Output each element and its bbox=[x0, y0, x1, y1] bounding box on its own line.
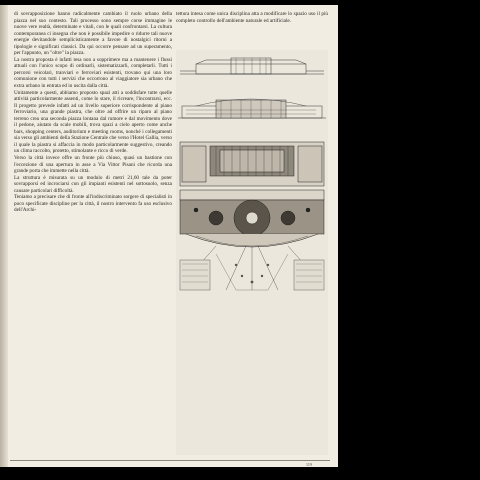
plan-drawing bbox=[176, 50, 328, 455]
paragraph: Unitamente a questi, abbiamo proposto spazi atti a soddisfare tutte quelle attività particolarmente assenti, come lo stare, il ricreare, l'incontrarsi, ecc. Il progetto prevede infatti ad un livello superiore corrispondente al piano ferroviario, una grande piastra, che oltre ad offrire un riparo al piano terreno crea una seconda piazza lontana dal rumore e dal movimento dove il pedone, aiutato da scale mobili, trova spazi a cielo aperto come anche bars, shopping centers, auditorium e meeting rooms, nonché i collegamenti sia verso gli ambienti della Stazione Centrale che verso l'Hotel Gallia, verso il quale la piastra si affaccia in modo particolarmente suggestivo, creando un clima raccolto, protetto, stimolante e ricco di verde. bbox=[14, 89, 172, 155]
left-text-column bbox=[14, 11, 172, 459]
architectural-drawing bbox=[176, 50, 328, 455]
paragraph: di sovrapposizione hanno radicalmente cambiato il ruolo urbano della piazza nel suo contesto. Tali processo sono sempre corse immagine le nuove vere realtà, determinate e vitali, con le quali confrontarsi. La cultura contemporanea ci insegna che non è possibile impedire o ridurre tali nuove energie devitandole semplicisticamente a favore di nostalgici ritorni a tipologie e significati classici. Da qui occorre pensare ad un superamento, per l'appunto, un "oltre" la piazza. bbox=[14, 11, 172, 57]
paragraph: Teniamo a precisare che di fronte all'indiscriminato sorgere di specialisti in poco specificate discipline per la città, il nostro intervento fa uso esclusivo dell'Archi- bbox=[14, 194, 172, 214]
paragraph: Verso la città invece offre un fronte più chiuso, quasi un bastione con l'eccezione di una apertura in asse a Via Vittor Pisani che ricorda una grande porta che immette nella città. bbox=[14, 155, 172, 175]
bottom-rule bbox=[10, 460, 330, 461]
page-spine bbox=[0, 5, 8, 467]
magazine-page bbox=[0, 5, 338, 467]
right-text-block: tettura intesa come unica disciplina atta a modificare lo spazio uso il più completo controllo dell'ambiente naturale ed artificiale. bbox=[176, 11, 328, 24]
page-number: 119 bbox=[306, 462, 312, 467]
paragraph: La struttura è misurata su un modulo di metri 21,60 tale da poter sovrapporsi ed incrociarsi con gli impianti esistenti nel sottosuolo, senza causare particolari difficoltà. bbox=[14, 174, 172, 194]
plan-buildings bbox=[180, 142, 324, 186]
elevation-middle bbox=[178, 99, 326, 118]
plan-piazza bbox=[180, 190, 324, 247]
elevation-top bbox=[180, 58, 324, 74]
paragraph: La nostra proposta è infatti tesa non a sopprimere ma a mantenere i flussi attuali con l'unico scopo di ordinarli, sistematizzarli, completarli. Tutti i percorsi veicolari, tranviari e ferroviari esistenti, trovano qui una loro comunione con tutti i servizi che occorrono al viaggiatore sia urbano che extra urbano in entrata ed in uscita dalla città. bbox=[14, 56, 172, 90]
